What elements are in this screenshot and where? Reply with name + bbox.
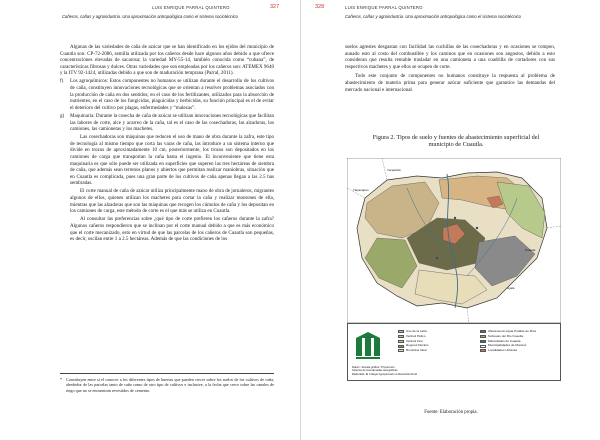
legend-swatch — [480, 340, 486, 343]
legend-swatch — [398, 330, 404, 333]
institution-logo-icon — [354, 332, 388, 362]
legend-item — [480, 344, 558, 348]
left-body-text — [60, 44, 274, 244]
list-item-agroquimicos — [60, 78, 274, 111]
map-label-municipality: Tlayacapan — [353, 188, 369, 192]
legend-label: Rendzina Ideal — [406, 349, 427, 353]
right-page — [300, 0, 600, 440]
legend-swatch — [480, 335, 486, 338]
institution-logo — [354, 332, 388, 362]
list-item-maquinaria — [60, 113, 274, 133]
paragraph-continuation: suelos agrestes desgastan con facilidad las cuchillas de las cosechadoras y en ocasiones se rompen, aunado esto al costo del combustible y los caminos que en ocasiones son angostos, debido a esto consideran que resulta rentable trasladar en una camioneta a una cuadrilla de cortadores con sus respectivos machetes y que ellos se ocupen de corte. — [345, 44, 555, 70]
legend-label: Manantiales de Cuautla — [488, 339, 521, 343]
legend-item — [480, 340, 558, 344]
header-author: LUIS ENRIQUE PARRAL QUINTERO — [345, 5, 423, 10]
legend-item — [480, 335, 558, 339]
page-number: 328 — [315, 4, 325, 10]
legend-swatch — [480, 330, 486, 333]
legend-item — [480, 330, 558, 334]
list-marker: f) — [60, 78, 64, 85]
soil-map — [347, 158, 561, 323]
figure-source: Fuente: Elaboración propia. — [424, 410, 478, 415]
legend-swatch — [398, 349, 404, 352]
paragraph-cosechadoras: Las cosechadoras son máquinas que reducen el uso de mano de obra durante la zafra, este tipo de tecnología al mismo tiempo que corta las varas de caña, las introduce a un sistema interno que divide en trozos de aproximadamente 10 cm, posteriormente, los trozos son depositados en los camiones de carga que transportan la caña hasta el ingenio. El inconveniente que tiene esta maquinaria es que sólo puede ser utilizada en superficies que superen las tres hectáreas de siembra de caña, que además sean terrenos planos y abiertos que permitan realizar maniobras, situación que en Cuautla es complicada, pues una gran parte de los cultivos de caña apenas llegan a las 2.5 has sembradas. — [70, 134, 274, 187]
right-body-text — [345, 44, 555, 95]
map-legend — [347, 323, 561, 381]
paragraph-corte-manual: El corte manual de caña de azúcar utiliza principalmente mano de obra de jornaleros, migrantes algunos de ellos, quienes utilizan los machetes para cortar la caña y realizar montones de ella, mientras que las alzadoras que son las máquinas que recogen los cúmulos de caña y los depositan en los camiones de carga, este método de corte es el que más se utiliza en Cuautla. — [70, 188, 274, 215]
legend-label: Municipalidades de Morelos — [488, 344, 527, 348]
legend-label: Afloramiento Agua Potable de Ríos — [488, 330, 537, 333]
legend-item — [398, 335, 476, 339]
legend-label: Uso de la caña — [406, 330, 427, 333]
footnote — [60, 373, 274, 393]
legend-notes: Datum / Escala gráfica / Proyección Sistema de Coordenadas Geográficas Elaborado: El Colegio Agropecuario a Desarrollo Rural — [352, 366, 417, 376]
legend-label: Regosol Dúctico — [406, 344, 429, 348]
page-number: 327 — [270, 4, 280, 10]
paragraph-varieties: Algunas de las variedades de caña de azúcar que se han identificado en los ejidos del municipio de Cuautla son: CP-72-2086, semilla utilizada por los cañeros desde hace algunos años debido a que ofrece concentraciones elevadas de sacarosa; la variedad MY-55-14, también conocida como “cubana”, de características fibrosas y dulces. Otras variedades que son empleadas por los cañeros son: ATEMEX 9640 y la ITV 92-1424, utilizadas debido a que son de maduración temprana (Parral, 2011). — [60, 44, 274, 77]
left-header — [0, 3, 300, 31]
legend-label: Vertisol Fino — [406, 339, 424, 343]
soil-map-figure — [347, 158, 561, 435]
legend-item — [398, 340, 476, 344]
header-author: LUIS ENRIQUE PARRAL QUINTERO — [152, 5, 230, 10]
paragraph-conclusion: Todo este conjunto de componentes no humanos constituye la respuesta al problema de abastecimiento de materia prima para generar azúcar suficiente que garantice las demandas del mercado nacional e internacional. — [345, 73, 555, 93]
map-label-municipality: Yecapixtla — [387, 168, 401, 172]
figure-title: Figura 2. Tipos de suelo y fuentes de abastecimiento superficial del municipio de Cuautla. — [372, 134, 540, 149]
legend-label: Vertisol Pélico — [406, 334, 426, 338]
legend-swatch — [480, 349, 486, 352]
legend-swatch — [398, 345, 404, 348]
map-label-municipality: Ayala — [507, 286, 515, 290]
footnote-marker: * — [60, 377, 63, 382]
legend-items — [398, 330, 558, 353]
list-marker: g) — [60, 112, 65, 119]
legend-item — [480, 349, 558, 353]
legend-item — [398, 344, 476, 348]
legend-item — [398, 349, 476, 353]
footnote-text: Constituyen entre sí el conocer a los diferentes tipos de huertas que pueden crecer sobre los suelos de los cultivos de caña, alrededor de las parcelas tanto de caña como de otro tipo de cultivos e inclusive, a la fecha que crece sobre las canales de riego que no se encuentran revestidos de cemento. — [66, 377, 274, 393]
right-header — [301, 3, 600, 31]
legend-label: Localidades Urbanas — [488, 349, 518, 353]
map-label-municipality: Cuautla — [525, 248, 536, 252]
legend-swatch — [398, 335, 404, 338]
legend-swatch — [480, 345, 486, 348]
running-title: Cañeros, cañas y agroindustria. Una aproximación antropológica como el sistema sociotécnico — [345, 14, 521, 19]
running-title: Cañeros, cañas y agroindustria. Una aproximación antropológica como el sistema sociotécnico — [62, 14, 238, 19]
list-item-text: Maquinaria: Durante la cosecha de caña de azúcar se utilizan innovaciones tecnológicas que facilitan las labores de corte, alce y acarreo de la caña, tal es el caso de las cosechadoras, las alzadoras, los camiones, las camionetas y los machetes. — [70, 112, 274, 133]
legend-swatch — [398, 340, 404, 343]
legend-item — [398, 330, 476, 334]
legend-label: Subsuelo del Río Cuautla — [488, 334, 524, 338]
list-item-text: Los agroquímicos: Estos componentes no humanos se utilizan durante el desarrollo de los cultivos de caña, constituyen innovaciones tecnológicas que se orientan a resolver problemas asociados con la producción de caña en dos sentidos; en el caso de los fertilizantes, utilizados para la absorción de nutrientes, en el caso de los fungicidas, plaguicidas y herbicidas, su función principal es el de evitar el deterioro del cultivo por plagas, enfermedades y “malezas”. — [70, 78, 274, 111]
paragraph-preferencias: Al consultar las preferencias sobre ¿qué tipo de corte prefieren los cañeros durante la zafra? Algunos cañeros respondieron que se inclinan por el corte manual debido a que es más económico que el corte mecanizado, esto en virtud de que las parcelas de los cañeros de Cuautla son pequeñas, es decir, oscilan entre 1 a 2.5 hectáreas. Además de que las condiciones de los — [70, 216, 274, 243]
